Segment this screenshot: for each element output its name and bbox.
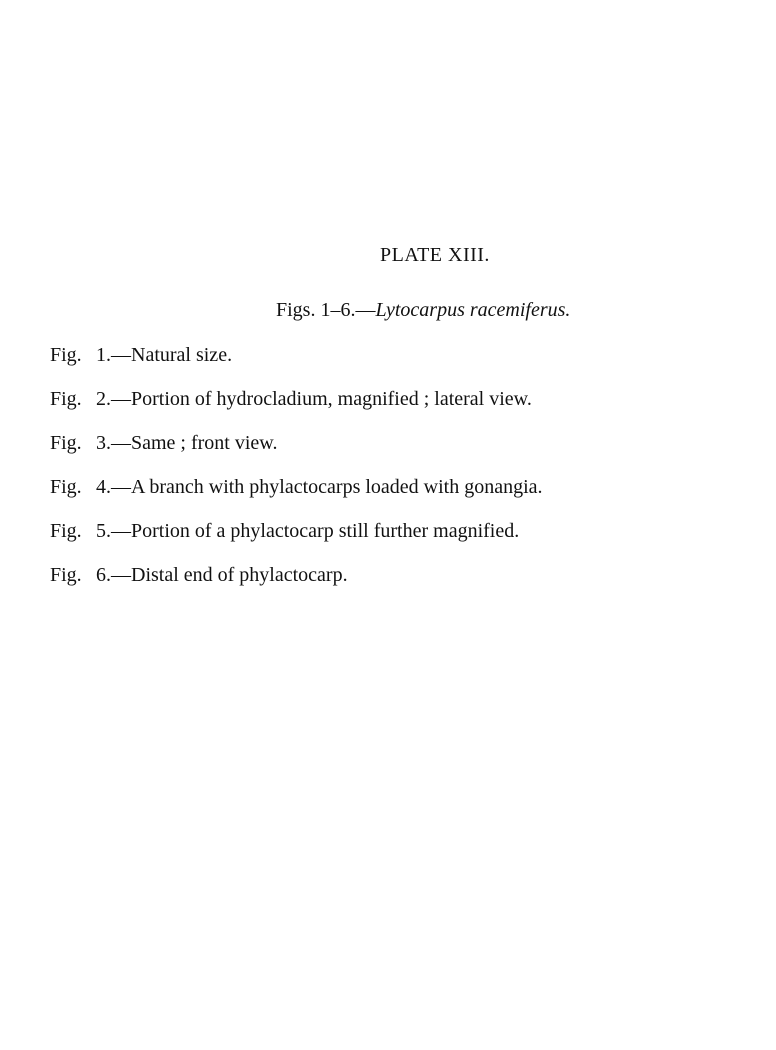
figure-label: Fig. (50, 344, 82, 366)
figure-caption-text: 4.—A branch with phylactocarps loaded with gonangia. (96, 476, 543, 498)
figure-caption-text: 1.—Natural size. (96, 344, 233, 366)
figure-label: Fig. (50, 520, 82, 542)
figure-caption (50, 387, 750, 431)
figure-caption-text: 5.—Portion of a phylactocarp still further magnified. (96, 520, 520, 542)
figure-label: Fig. (50, 388, 82, 410)
figures-heading-prefix: Figs. 1–6.— (276, 299, 376, 321)
figure-caption-list (50, 343, 750, 607)
figure-label: Fig. (50, 432, 82, 454)
figure-caption (50, 343, 750, 387)
figure-label: Fig. (50, 476, 82, 498)
figure-caption (50, 475, 750, 519)
figure-caption (50, 431, 750, 475)
figures-heading (276, 299, 570, 322)
species-name: Lytocarpus racemiferus. (375, 299, 571, 321)
figure-caption (50, 563, 750, 607)
figure-caption-text: 3.—Same ; front view. (96, 432, 278, 454)
figure-caption-text: 2.—Portion of hydrocladium, magnified ; lateral view. (96, 388, 532, 410)
plate-title: PLATE XIII. (380, 244, 490, 266)
figure-label: Fig. (50, 564, 82, 586)
figure-caption (50, 519, 750, 563)
figure-caption-text: 6.—Distal end of phylactocarp. (96, 564, 348, 586)
